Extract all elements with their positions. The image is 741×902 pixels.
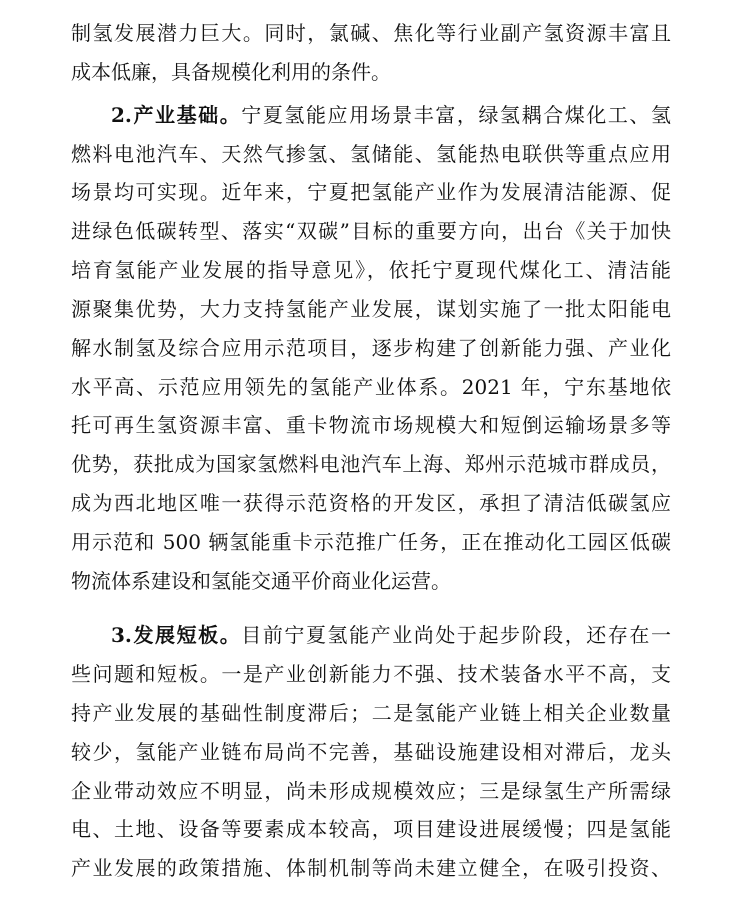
text-line-segment: 宁夏氢能应用场景丰富，绿氢耦合煤化工、氢 (241, 103, 671, 127)
text-line: 些问题和短板。一是产业创新能力不强、技术装备水平不高，支 (71, 662, 671, 686)
text-line: 进绿色低碳转型、落实“双碳”目标的重要方向，出台《关于加快 (71, 219, 671, 243)
text-line: 托可再生氢资源丰富、重卡物流市场规模大和短倒运输场景多等 (71, 413, 671, 437)
text-line: 制氢发展潜力巨大。同时，氯碱、焦化等行业副产氢资源丰富且 (71, 21, 671, 45)
text-line: 产业发展的政策措施、体制机制等尚未建立健全，在吸引投资、 (71, 856, 671, 880)
text-line: 成本低廉，具备规模化利用的条件。 (71, 60, 391, 84)
section-heading-industry-base: 2.产业基础。 (111, 103, 242, 127)
text-line: 成为西北地区唯一获得示范资格的开发区，承担了清洁低碳氢应 (71, 491, 671, 515)
text-line: 企业带动效应不明显，尚未形成规模效应；三是绿氢生产所需绿 (71, 779, 671, 803)
text-line: 解水制氢及综合应用示范项目，逐步构建了创新能力强、产业化 (71, 336, 671, 360)
text-line: 较少，氢能产业链布局尚不完善，基础设施建设相对滞后，龙头 (71, 740, 671, 764)
text-line: 持产业发展的基础性制度滞后；二是氢能产业链上相关企业数量 (71, 701, 671, 725)
text-line: 培育氢能产业发展的指导意见》，依托宁夏现代煤化工、清洁能 (71, 258, 671, 282)
text-line: 物流体系建设和氢能交通平价商业化运营。 (71, 569, 451, 593)
paragraph-first-line (111, 616, 671, 654)
text-line: 电、土地、设备等要素成本较高，项目建设进展缓慢；四是氢能 (71, 817, 671, 841)
text-line: 场景均可实现。近年来，宁夏把氢能产业作为发展清洁能源、促 (71, 180, 671, 204)
text-line: 源聚集优势，大力支持氢能产业发展，谋划实施了一批太阳能电 (71, 297, 671, 321)
text-line: 用示范和 500 辆氢能重卡示范推广任务，正在推动化工园区低碳 (71, 530, 671, 554)
text-line: 优势，获批成为国家氢燃料电池汽车上海、郑州示范城市群成员， (71, 452, 671, 476)
paragraph-first-line (111, 96, 671, 134)
section-heading-development-shortcomings: 3.发展短板。 (111, 623, 242, 647)
text-line: 燃料电池汽车、天然气掺氢、氢储能、氢能热电联供等重点应用 (71, 142, 671, 166)
text-line: 水平高、示范应用领先的氢能产业体系。2021 年，宁东基地依 (71, 375, 671, 399)
text-line-segment: 目前宁夏氢能产业尚处于起步阶段，还存在一 (241, 623, 671, 647)
